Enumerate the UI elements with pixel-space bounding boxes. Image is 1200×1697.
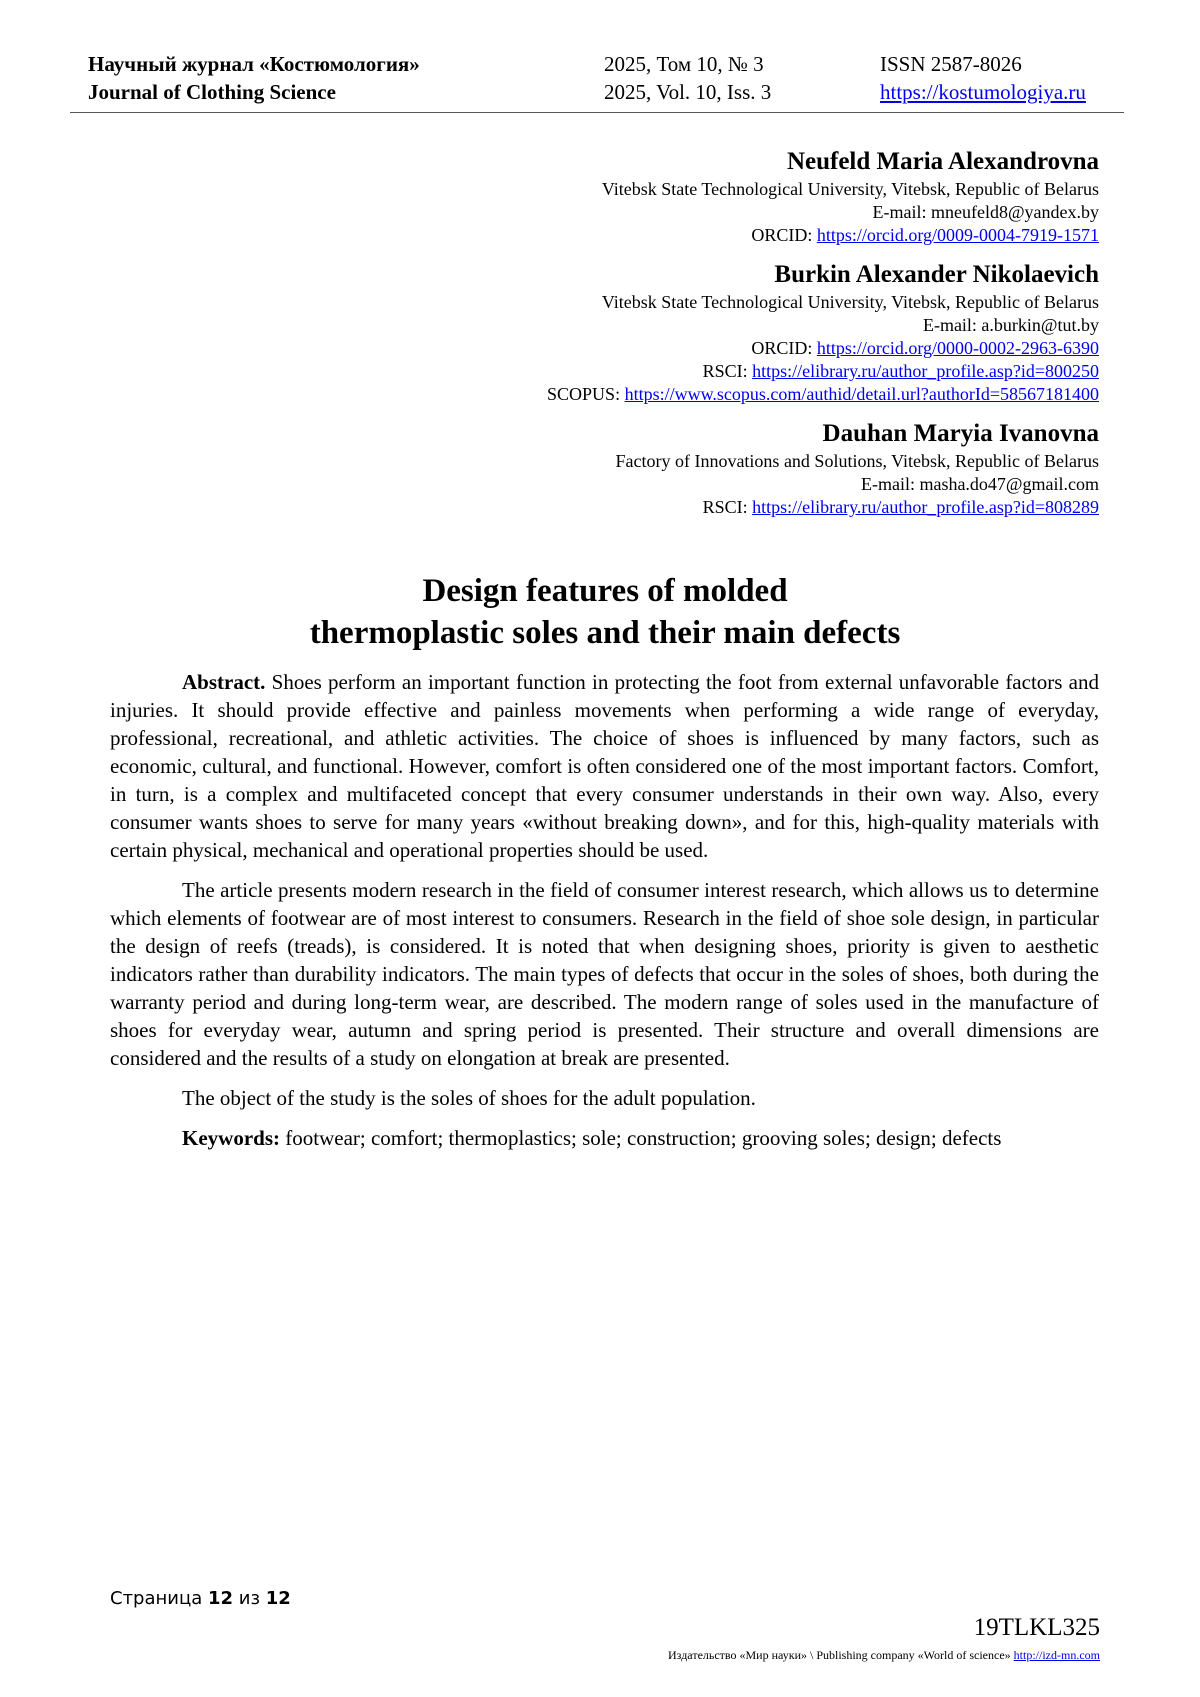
page-total: 12 — [265, 1588, 291, 1609]
scopus-link[interactable]: https://www.scopus.com/authid/detail.url?authorId=58567181400 — [624, 384, 1099, 404]
rsci-link[interactable]: https://elibrary.ru/author_profile.asp?id=800250 — [752, 361, 1099, 381]
author-affiliation: Vitebsk State Technological University, Vitebsk, Republic of Belarus — [601, 292, 1099, 312]
title-line-2: thermoplastic soles and their main defects — [309, 615, 901, 651]
rsci-label: RSCI: — [702, 497, 753, 517]
page-number — [110, 1588, 291, 1609]
author-email: E-mail: masha.do47@gmail.com — [860, 474, 1099, 494]
body-paragraph-3: The object of the study is the soles of shoes for the adult population. — [182, 1086, 756, 1110]
keywords-text: footwear; comfort; thermoplastics; sole; construction; grooving soles; design; defects — [280, 1126, 1002, 1150]
publisher-line — [668, 1648, 1100, 1663]
orcid-label: ORCID: — [751, 225, 817, 245]
of-word: из — [233, 1588, 266, 1609]
title-line-1: Design features of molded — [422, 573, 788, 609]
author-email: E-mail: a.burkin@tut.by — [922, 315, 1099, 335]
scopus-label: SCOPUS: — [547, 384, 625, 404]
abstract-label: Abstract. — [182, 670, 266, 694]
orcid-label: ORCID: — [751, 338, 817, 358]
author-rsci — [319, 360, 1099, 383]
journal-title-en: Journal of Clothing Science — [88, 80, 336, 104]
running-header — [70, 50, 1124, 113]
author-name: Dauhan Maryia Ivanovna — [822, 420, 1099, 447]
orcid-link[interactable]: https://orcid.org/0009-0004-7919-1571 — [816, 225, 1099, 245]
author-name: Burkin Alexander Nikolaevich — [774, 261, 1099, 288]
publisher-text: Издательство «Мир науки» \ Publishing company «World of science» — [668, 1648, 1014, 1662]
rsci-link[interactable]: https://elibrary.ru/author_profile.asp?id=808289 — [752, 497, 1099, 517]
author-1 — [319, 146, 1099, 247]
keywords-label: Keywords: — [182, 1126, 280, 1150]
abstract-text: Shoes perform an important function in protecting the foot from external unfavorable factors and injuries. It should provide effective and painless movements when performing a wide range of everyday, professional, recreational, and athletic activities. The choice of shoes is influenced by many factors, such as economic, cultural, and functional. However, comfort is often considered one of the most important factors. Comfort, in turn, is a complex and multifaceted concept that every consumer understands in their own way. Also, every consumer wants shoes to serve for many years «without breaking down», and for this, high-quality materials with certain physical, mechanical and operational properties should be used. — [110, 670, 1099, 862]
page-word: Страница — [110, 1588, 208, 1609]
issn-site — [880, 50, 1086, 106]
author-2 — [319, 259, 1099, 406]
rsci-label: RSCI: — [702, 361, 753, 381]
body-paragraph-2: The article presents modern research in the field of consumer interest research, which allows us to determine which elements of footwear are of most interest to consumers. Research in the field of shoe sole design, in particular the design of reefs (treads), is considered. It is noted that when designing shoes, priority is given to aesthetic indicators rather than durability indicators. The main types of defects that occur in the soles of shoes, both during the warranty period and during long-term wear, are described. The modern range of soles used in the manufacture of shoes for everyday wear, autumn and spring period is presented. Their structure and overall dimensions are considered and the results of a study on elongation at break are presented. — [110, 878, 1099, 1070]
issue-en: 2025, Vol. 10, Iss. 3 — [604, 80, 772, 104]
keywords-paragraph — [110, 1124, 1099, 1152]
journal-title-ru: Научный журнал «Костюмология» — [88, 52, 420, 76]
author-rsci — [319, 496, 1099, 519]
author-name: Neufeld Maria Alexandrovna — [786, 148, 1099, 175]
abstract-paragraph — [110, 668, 1099, 864]
author-email: E-mail: mneufeld8@yandex.by — [872, 202, 1099, 222]
author-affiliation: Factory of Innovations and Solutions, Vitebsk, Republic of Belarus — [615, 451, 1099, 471]
orcid-link[interactable]: https://orcid.org/0000-0002-2963-6390 — [816, 338, 1099, 358]
journal-site-link[interactable]: https://kostumologiya.ru — [880, 80, 1086, 104]
author-orcid — [319, 224, 1099, 247]
issue-ru: 2025, Том 10, № 3 — [604, 52, 764, 76]
author-affiliation: Vitebsk State Technological University, Vitebsk, Republic of Belarus — [601, 179, 1099, 199]
article-code: 19TLKL325 — [973, 1614, 1100, 1641]
article-title — [0, 570, 1200, 654]
publisher-link[interactable]: http://izd-mn.com — [1013, 1648, 1100, 1662]
article-body — [110, 668, 1099, 1164]
page-current: 12 — [207, 1588, 234, 1609]
author-orcid — [319, 337, 1099, 360]
issn: ISSN 2587-8026 — [880, 52, 1022, 76]
issue-info — [604, 50, 771, 106]
journal-names — [88, 50, 420, 106]
author-3 — [319, 418, 1099, 519]
author-scopus — [319, 383, 1099, 406]
authors-block — [319, 146, 1099, 531]
